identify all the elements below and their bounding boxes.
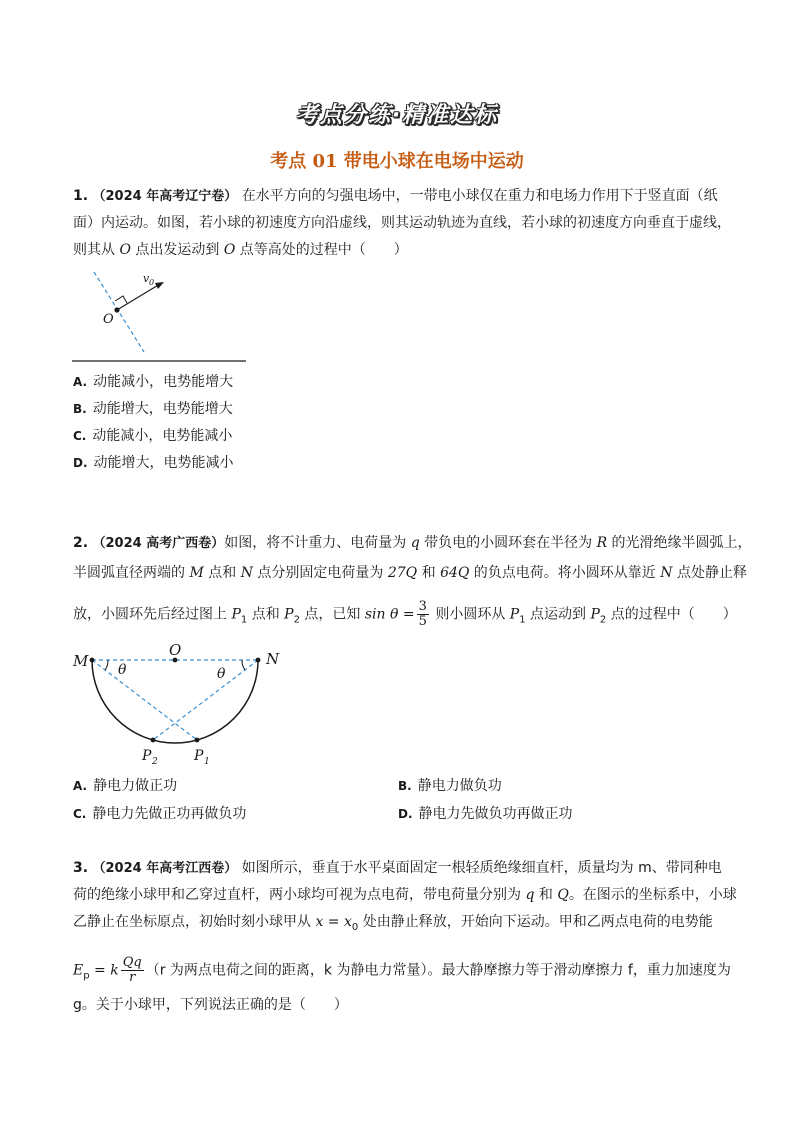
q2-angle-arc-n <box>242 660 245 670</box>
q2-text-m: 则小圆环从 <box>430 606 510 623</box>
q1-option-d[interactable] <box>73 453 234 473</box>
q2-line-m-p1 <box>92 660 197 740</box>
q2-frac-num: 3 <box>418 599 427 614</box>
q3-eq-k: = k <box>89 962 119 979</box>
q1-text: 在水平方向的匀强电场中，一带电小球仅在重力和电场力作用下于竖直面（纸 <box>241 188 718 204</box>
q3-x-eq: x = x <box>315 914 352 930</box>
q2-point-n <box>256 658 261 663</box>
q1-option-d-text: 动能增大，电势能减小 <box>93 455 234 471</box>
q2-line3 <box>73 600 737 630</box>
q3-line2 <box>73 885 737 905</box>
q2-label-theta-n: θ <box>217 666 226 682</box>
q2-text-d: 半圆弧直径两端的 <box>73 565 190 581</box>
q2-text-a: 如图，将不计重力、电荷量为 <box>224 535 411 551</box>
q2-text-c: 的光滑绝缘半圆弧上， <box>607 535 752 551</box>
q2-label-p1-sub: 1 <box>204 757 210 767</box>
q2-m: M <box>189 565 204 581</box>
q1-label-o: O <box>103 312 114 327</box>
q3-number: 3. <box>73 860 89 876</box>
q2-label-p2: P <box>142 748 152 764</box>
q2-text-i: 点处静止释 <box>672 565 747 581</box>
q1-option-d-label: D. <box>73 456 88 470</box>
q2-line2 <box>73 563 747 583</box>
q1-option-b-label: B. <box>73 402 87 416</box>
q2-p2-sub: 2 <box>293 614 300 626</box>
q2-option-b[interactable] <box>398 776 502 796</box>
q2-label-n: N <box>266 650 280 668</box>
q3-text-e: 乙静止在坐标原点，初始时刻小球甲从 <box>73 914 316 930</box>
q2-option-a-label: A. <box>73 779 88 793</box>
q2-option-d-text: 静电力先做负功再做正功 <box>418 806 573 822</box>
q3-ep-sub: p <box>83 970 90 982</box>
q1-label-v: v <box>143 272 150 285</box>
q2-label-o: O <box>169 641 182 659</box>
q2-text-n: 点运动到 <box>525 606 591 623</box>
q3-text-d: 。在图示的坐标系中，小球 <box>568 887 737 903</box>
q2-text-g: 和 <box>417 565 441 581</box>
q1-line2: 面）内运动。如图，若小球的初速度方向沿虚线，则其运动轨迹为直线，若小球的初速度方向垂直于虚线， <box>73 215 731 231</box>
section-subtitle: 考点 01 带电小球在电场中运动 <box>270 151 524 172</box>
q3-text-f: 处由静止释放，开始向下运动。甲和乙两点电荷的电势能 <box>358 914 713 930</box>
q3-fraction <box>121 956 144 985</box>
q2-text-h: 的负点电荷。将小圆环从靠近 <box>469 565 661 581</box>
q1-number: 1. <box>73 188 89 204</box>
q1-option-b[interactable] <box>73 399 233 419</box>
q2-p2-b-sub: 2 <box>599 614 607 626</box>
q3-source: （2024 年高考江西卷） <box>92 861 238 876</box>
q1-option-a-label: A. <box>73 375 88 389</box>
q1-option-c[interactable] <box>73 426 232 446</box>
q1-dashed-line <box>94 272 144 352</box>
q3-line1 <box>73 858 722 879</box>
q2-number: 2. <box>73 535 89 551</box>
q2-text-e: 点和 <box>203 565 241 581</box>
q2-p1-b: P <box>509 606 520 623</box>
q1-option-a-text: 动能减小，电势能增大 <box>93 374 234 390</box>
q1-text-b: 点出发运动到 <box>130 242 224 258</box>
q2-charge-27q: 27Q <box>387 565 418 581</box>
q2-option-c-label: C. <box>73 807 87 821</box>
q2-n: N <box>240 565 253 581</box>
q2-point-p1 <box>195 738 200 743</box>
q2-frac-den: 5 <box>418 614 427 629</box>
q2-line1 <box>73 533 752 554</box>
q3-frac-num: Qq <box>122 955 142 970</box>
q2-sin: sin θ = <box>364 606 415 623</box>
q3-ep: E <box>73 962 84 979</box>
q2-line-n-p2 <box>153 660 258 740</box>
q1-option-c-label: C. <box>73 429 87 443</box>
q2-option-b-label: B. <box>398 779 412 793</box>
q1-point-o <box>114 307 119 312</box>
q2-point-p2 <box>151 738 156 743</box>
q1-option-c-text: 动能减小，电势能减小 <box>92 428 233 444</box>
q2-fraction <box>417 600 429 629</box>
q3-text-c: 和 <box>534 887 558 903</box>
q2-p1: P <box>231 606 241 623</box>
q2-figure <box>70 638 290 770</box>
q2-p2: P <box>284 606 294 623</box>
q2-label-theta-m: θ <box>118 662 127 678</box>
q3-text-g: （r 为两点电荷之间的距离，k 为静电力常量）。最大静摩擦力等于滑动摩擦力 f，重力加速度为 <box>145 962 731 979</box>
q3-line3 <box>73 912 713 938</box>
q2-angle-arc-m <box>105 660 108 670</box>
q2-option-c-text: 静电力先做正功再做负功 <box>92 806 247 822</box>
q2-label-m: M <box>73 652 89 670</box>
q1-o-label-2: O <box>223 242 236 258</box>
q2-option-c[interactable] <box>73 804 246 824</box>
q2-p1-sub: 1 <box>240 614 248 626</box>
q1-source: （2024 年高考辽宁卷） <box>92 189 238 204</box>
q3-q: q <box>525 887 535 903</box>
q2-label-p1: P <box>194 748 204 764</box>
q2-option-d[interactable] <box>398 804 573 824</box>
q2-option-a-text: 静电力做正功 <box>93 778 178 794</box>
q2-semicircle-arc <box>92 660 258 743</box>
q2-q: q <box>410 535 420 551</box>
q3-line4 <box>73 956 731 986</box>
q2-option-b-text: 静电力做负功 <box>417 778 502 794</box>
q3-line5: g。关于小球甲，下列说法正确的是（ ） <box>73 997 348 1013</box>
q2-option-d-label: D. <box>398 807 413 821</box>
q1-arrow-head <box>155 282 164 289</box>
q3-text-a: 如图所示，垂直于水平桌面固定一根轻质绝缘细直杆，质量均为 m、带同种电 <box>241 860 722 876</box>
q1-figure <box>70 268 250 364</box>
q2-n-2: N <box>660 565 673 581</box>
q1-right-angle-mark <box>115 296 127 303</box>
q2-option-a[interactable] <box>73 776 177 796</box>
q2-text-l: 点，已知 <box>299 606 365 623</box>
q2-r: R <box>596 535 608 551</box>
q2-point-m <box>90 658 95 663</box>
q3-big-q: Q <box>557 887 569 903</box>
q2-p1-b-sub: 1 <box>519 614 526 626</box>
q3-text-b: 荷的绝缘小球甲和乙穿过直杆，两小球均可视为点电荷，带电荷量分别为 <box>73 887 526 903</box>
q1-line1 <box>73 186 718 207</box>
q1-option-a[interactable] <box>73 372 233 392</box>
q3-x0-sub: 0 <box>351 921 359 933</box>
q2-label-p2-sub: 2 <box>152 757 158 767</box>
q1-o-label: O <box>119 242 131 258</box>
q2-text-k: 点和 <box>247 606 285 623</box>
q2-charge-64q: 64Q <box>440 565 470 581</box>
q1-text-c: 点等高处的过程中（ ） <box>235 242 408 258</box>
q1-line3 <box>73 240 408 260</box>
q2-text-j: 放，小圆环先后经过图上 <box>73 606 232 623</box>
q2-text-b: 带负电的小圆环套在半径为 <box>419 535 597 551</box>
section-banner: 考点分练·精准达标 <box>295 103 499 128</box>
q1-label-v-sub: 0 <box>149 278 155 287</box>
q1-option-b-text: 动能增大，电势能增大 <box>92 401 233 417</box>
q2-text-o: 点的过程中（ ） <box>606 606 737 623</box>
q2-source: （2024 高考广西卷） <box>92 536 225 551</box>
q2-p2-b: P <box>590 606 600 623</box>
q3-frac-den: r <box>129 970 136 985</box>
q1-text-a: 则其从 <box>73 242 120 258</box>
q2-text-f: 点分别固定电荷量为 <box>252 565 388 581</box>
